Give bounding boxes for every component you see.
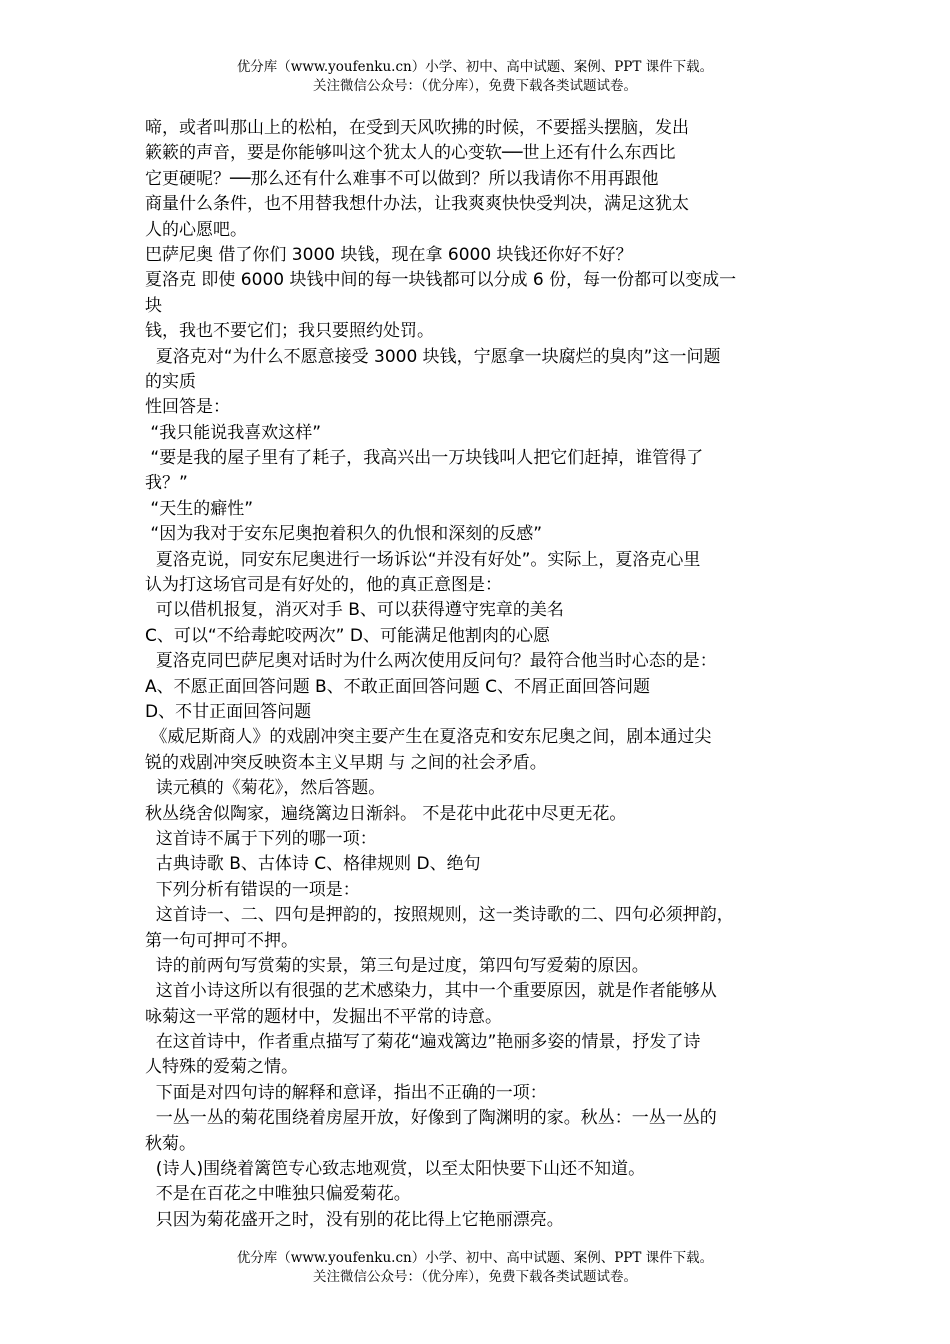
text-line: 古典诗歌 B、古体诗 C、格律规则 D、绝句 [145,854,481,875]
text-line: 读元稹的《菊花》，然后答题。 [145,778,386,799]
text-line: 《威尼斯商人》的戏剧冲突主要产生在夏洛克和安东尼奥之间，剧本通过尖 [145,727,712,748]
text-line: (诗人)围绕着篱笆专心致志地观赏，以至太阳快要下山还不知道。 [145,1159,646,1180]
text-line: 巴萨尼奥 借了你们 3000 块钱，现在拿 6000 块钱还你好不好？ [145,244,633,265]
text-line: 这首诗一、二、四句是押韵的，按照规则，这一类诗歌的二、四句必须押韵， [145,905,734,926]
text-line: 这首小诗这所以有很强的艺术感染力，其中一个重要原因，就是作者能够从 [145,981,717,1002]
text-line: 它更硬呢？──那么还有什么难事不可以做到？所以我请你不用再跟他 [145,168,659,189]
text-line: 不是在百花之中唯独只偏爱菊花。 [145,1184,411,1205]
text-line: 性回答是： [145,397,230,418]
text-line: 秋丛绕舍似陶家，遍绕篱边日渐斜。 不是花中此花中尽更无花。 [145,803,627,824]
text-line: 簌簌的声音，要是你能够叫这个犹太人的心变软──世上还有什么东西比 [145,143,676,164]
page-header [0,58,950,96]
text-line: 的实质 [145,371,196,392]
text-line: C、可以“不给毒蛇咬两次” D、可能满足他割肉的心愿 [145,625,550,646]
header-line-2: 关注微信公众号：（优分库），免费下载各类试题试卷。 [313,78,637,94]
text-line: 下面是对四句诗的解释和意译，指出不正确的一项： [145,1082,547,1103]
header-line-1: 优分库（www.youfenku.cn）小学、初中、高中试题、案例、PPT 课件下载。 [236,59,714,75]
text-line: 认为打这场官司是有好处的，他的真正意图是： [145,575,502,596]
footer-line-2: 关注微信公众号：（优分库），免费下载各类试题试卷。 [313,1269,637,1285]
text-line: 诗的前两句写赏菊的实景，第三句是过度，第四句写爱菊的原因。 [145,955,649,976]
footer-line-1: 优分库（www.youfenku.cn）小学、初中、高中试题、案例、PPT 课件下载。 [236,1250,714,1266]
text-line: 啼，或者叫那山上的松柏，在受到天风吹拂的时候，不要摇头摆脑，发出 [145,118,689,138]
text-line: 下列分析有错误的一项是： [145,879,360,900]
text-line: 夏洛克说，同安东尼奥进行一场诉讼“并没有好处”。实际上，夏洛克心里 [145,549,701,570]
page-footer [0,1249,950,1287]
text-line: “天生的癖性” [145,498,254,519]
text-line: A、不愿正面回答问题 B、不敢正面回答问题 C、不屑正面回答问题 [145,676,650,697]
text-line: 咏菊这一平常的题材中，发掘出不平常的诗意。 [145,1006,502,1027]
text-line: 锐的戏剧冲突反映资本主义早期 与 之间的社会矛盾。 [145,752,547,773]
text-line: 只因为菊花盛开之时，没有别的花比得上它艳丽漂亮。 [145,1209,564,1230]
text-line: 在这首诗中，作者重点描写了菊花“遍戏篱边”艳丽多姿的情景，抒发了诗 [145,1032,701,1053]
text-line: 一丛一丛的菊花围绕着房屋开放，好像到了陶渊明的家。秋丛：一丛一丛的 [145,1108,717,1129]
text-line: 夏洛克对“为什么不愿意接受 3000 块钱，宁愿拿一块腐烂的臭肉”这一问题 [145,346,721,367]
text-line: “因为我对于安东尼奥抱着积久的仇恨和深刻的反感” [145,524,543,545]
text-line: 这首诗不属于下列的哪一项： [145,828,377,849]
text-line: 块 [145,295,162,316]
text-line: 我？” [145,473,188,494]
text-line: 夏洛克 即使 6000 块钱中间的每一块钱都可以分成 6 份，每一份都可以变成一 [145,270,737,291]
text-line: 秋菊。 [145,1133,196,1154]
text-line: D、不甘正面回答问题 [145,701,312,722]
text-line: 夏洛克同巴萨尼奥对话时为什么两次使用反问句？最符合他当时心态的是： [145,651,717,672]
text-line: 钱，我也不要它们；我只要照约处罚。 [145,321,434,342]
text-line: 商量什么条件，也不用替我想什办法，让我爽爽快快受判决，满足这犹太 [145,194,689,215]
text-line: “要是我的屋子里有了耗子，我高兴出一万块钱叫人把它们赶掉，谁管得了 [145,448,704,469]
text-line: 人特殊的爱菊之情。 [145,1057,298,1078]
text-line: 可以借机报复，消灭对手 B、可以获得遵守宪章的美名 [145,600,564,621]
document-body [145,116,815,1233]
text-line: 第一句可押可不押。 [145,930,298,951]
text-line: 人的心愿吧。 [145,219,247,240]
text-line: “我只能说我喜欢这样” [145,422,322,443]
